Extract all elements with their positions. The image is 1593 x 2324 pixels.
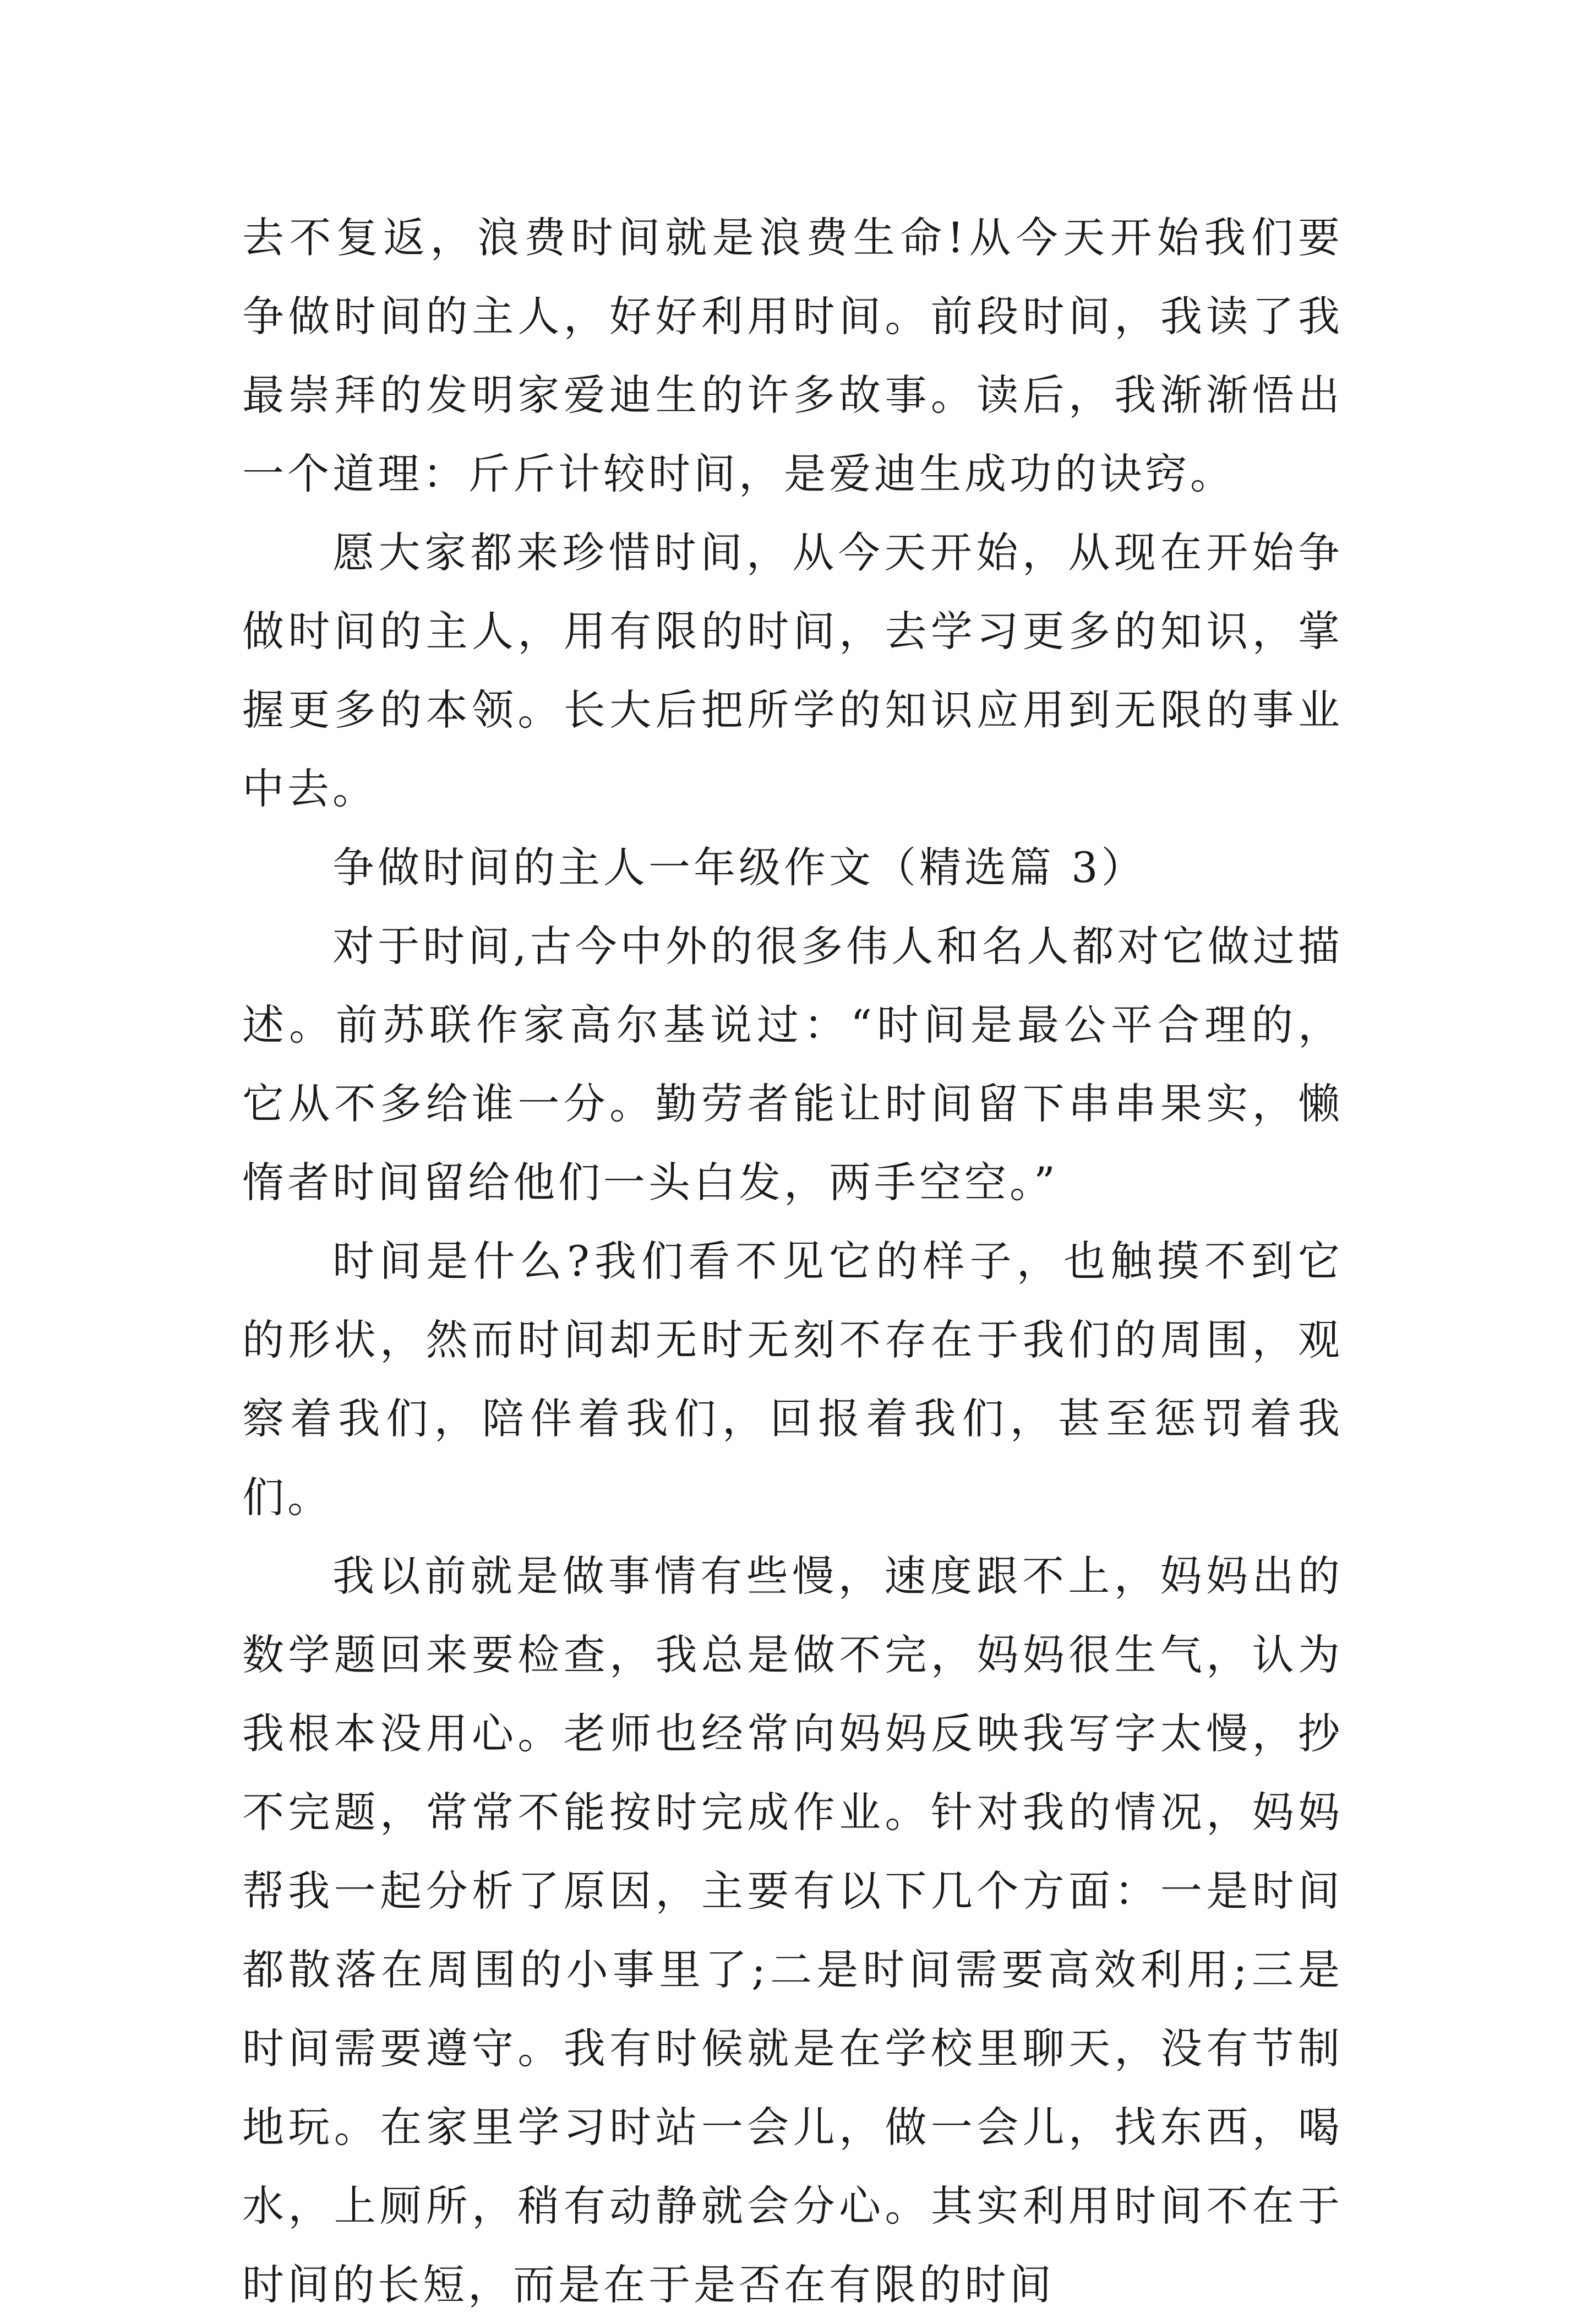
paragraph-personal-story: 我以前就是做事情有些慢，速度跟不上，妈妈出的数学题回来要检查，我总是做不完，妈妈很生气，认为我根本没用心。老师也经常向妈妈反映我写字太慢，抄不完题，常常不能按时完成作业。针对我的情况，妈妈帮我一起分析了原因，主要有以下几个方面：一是时间都散落在周围的小事里了;二是时间需要高效利用;三是时间需要遵守。我有时候就是在学校里聊天，没有节制地玩。在家里学习时站一会儿，做一会儿，找东西，喝水，上厕所，稍有动静就会分心。其实利用时间不在于时间的长短，而是在于是否在有限的时间: [242, 1552, 1343, 2309]
paragraph-gorky-quote: 对于时间,古今中外的很多伟人和名人都对它做过描述。前苏联作家高尔基说过：“时间是最公平合理的，它从不多给谁一分。勤劳者能让时间留下串串果实，懒惰者时间留给他们一头白发，两手空空。”: [242, 922, 1343, 1207]
essay-heading: 争做时间的主人一年级作文（精选篇 3）: [332, 843, 1147, 892]
paragraph-what-is-time: 时间是什么?我们看不见它的样子，也触摸不到它的形状，然而时间却无时无刻不存在于我们的周围，观察着我们，陪伴着我们，回报着我们，甚至惩罚着我们。: [242, 1237, 1343, 1522]
document-body: [242, 198, 1343, 2324]
paragraph-continuation: 去不复返，浪费时间就是浪费生命!从今天开始我们要争做时间的主人，好好利用时间。前段时间，我读了我最崇拜的发明家爱迪生的许多故事。读后，我渐渐悟出一个道理：斤斤计较时间，是爱迪生成功的诀窍。: [242, 213, 1343, 498]
paragraph-cherish-time: 愿大家都来珍惜时间，从今天开始，从现在开始争做时间的主人，用有限的时间，去学习更多的知识，掌握更多的本领。长大后把所学的知识应用到无限的事业中去。: [242, 528, 1343, 813]
